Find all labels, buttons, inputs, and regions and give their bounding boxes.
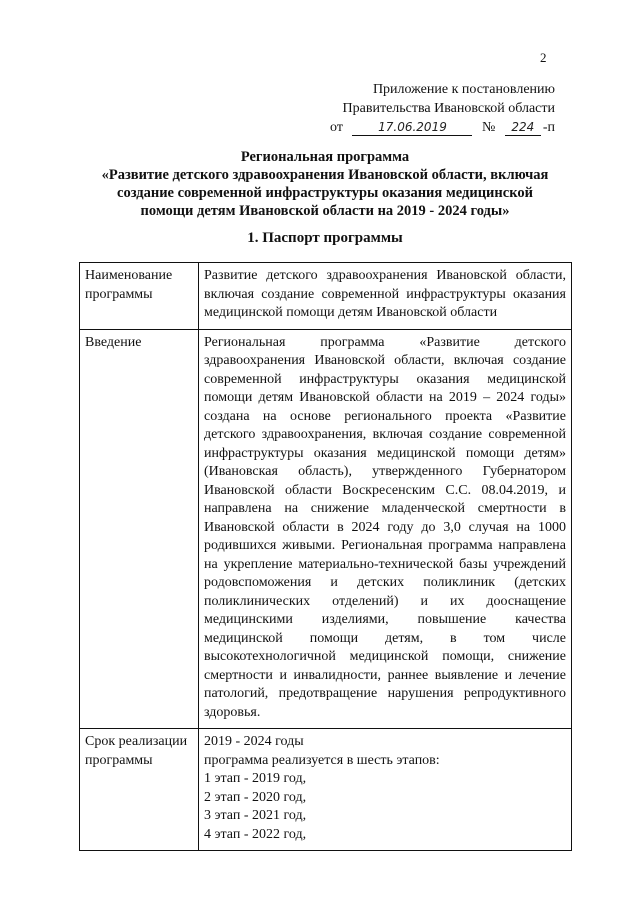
number-sign: №: [481, 120, 496, 135]
date-prefix: от: [330, 120, 343, 135]
term-line: 3 этап - 2021 год,: [204, 808, 307, 823]
row-label-name: Наименование программы: [80, 263, 199, 330]
row-label-term: Срок реализации программы: [80, 729, 199, 851]
term-line: 2019 - 2024 годы: [204, 734, 304, 749]
term-line: программа реализуется в шесть этапов:: [204, 752, 440, 768]
title-line-3: создание современной инфраструктуры оказания медицинской: [117, 185, 533, 201]
section-heading: 1. Паспорт программы: [247, 230, 403, 246]
table-row: [80, 263, 572, 330]
term-line: 1 этап - 2019 год,: [204, 771, 307, 786]
row-label-intro: Введение: [80, 329, 199, 729]
document-title: [80, 148, 570, 220]
appendix-line-1: Приложение к постановлению: [372, 82, 555, 97]
term-line: 4 этап - 2022 год,: [204, 826, 307, 842]
row-value-name: Развитие детского здравоохранения Ивановской области, включая создание современной инфраструктуры оказания медицинской помощи детям Ивановской области: [199, 263, 572, 330]
number-suffix: -п: [542, 120, 555, 135]
passport-table: [79, 262, 572, 851]
appendix-header: [300, 80, 555, 137]
appendix-date-line: [300, 118, 555, 137]
table-row: [80, 729, 572, 851]
handwritten-date: 17.06.2019: [352, 120, 472, 136]
title-line-1: Региональная программа: [240, 149, 410, 165]
row-value-intro: Региональная программа «Развитие детского здравоохранения Ивановской области, включая создание современной инфраструктуры оказания медицинской помощи детям Ивановской области на 2019 – 2024 годы» создана на основе регионального проекта «Развитие детского здравоохранения, включая создание современной инфраструктуры оказания медицинской помощи детям» (Ивановская область), утвержденного Губернатором Ивановской области Воскресенским С.С. 08.04.2019, и направлена на снижение младенческой смертности в Ивановской области в 2024 году до 3,0 случая на 1000 родившихся живыми. Региональная программа направлена на укрепление материально-технической базы учреждений родовспоможения и детских поликлиник (детских поликлинических отделений) и их дооснащение медицинскими изделиями, повышение качества медицинской помощи детям, в том числе высокотехнологичной медицинской помощи, снижение смертности и инвалидности, раннее выявление и лечение патологий, предотвращение нарушения репродуктивного здоровья.: [199, 329, 572, 729]
appendix-line-2: Правительства Ивановской области: [342, 101, 555, 116]
page-number: 2: [540, 50, 547, 65]
title-line-4: помощи детям Ивановской области на 2019 - 2024 годы»: [140, 203, 510, 219]
term-line: 2 этап - 2020 год,: [204, 789, 307, 805]
handwritten-number: 224: [505, 120, 541, 136]
row-value-term: [199, 729, 572, 851]
title-line-2: «Развитие детского здравоохранения Ивановской области, включая: [101, 167, 549, 183]
table-row: [80, 329, 572, 729]
